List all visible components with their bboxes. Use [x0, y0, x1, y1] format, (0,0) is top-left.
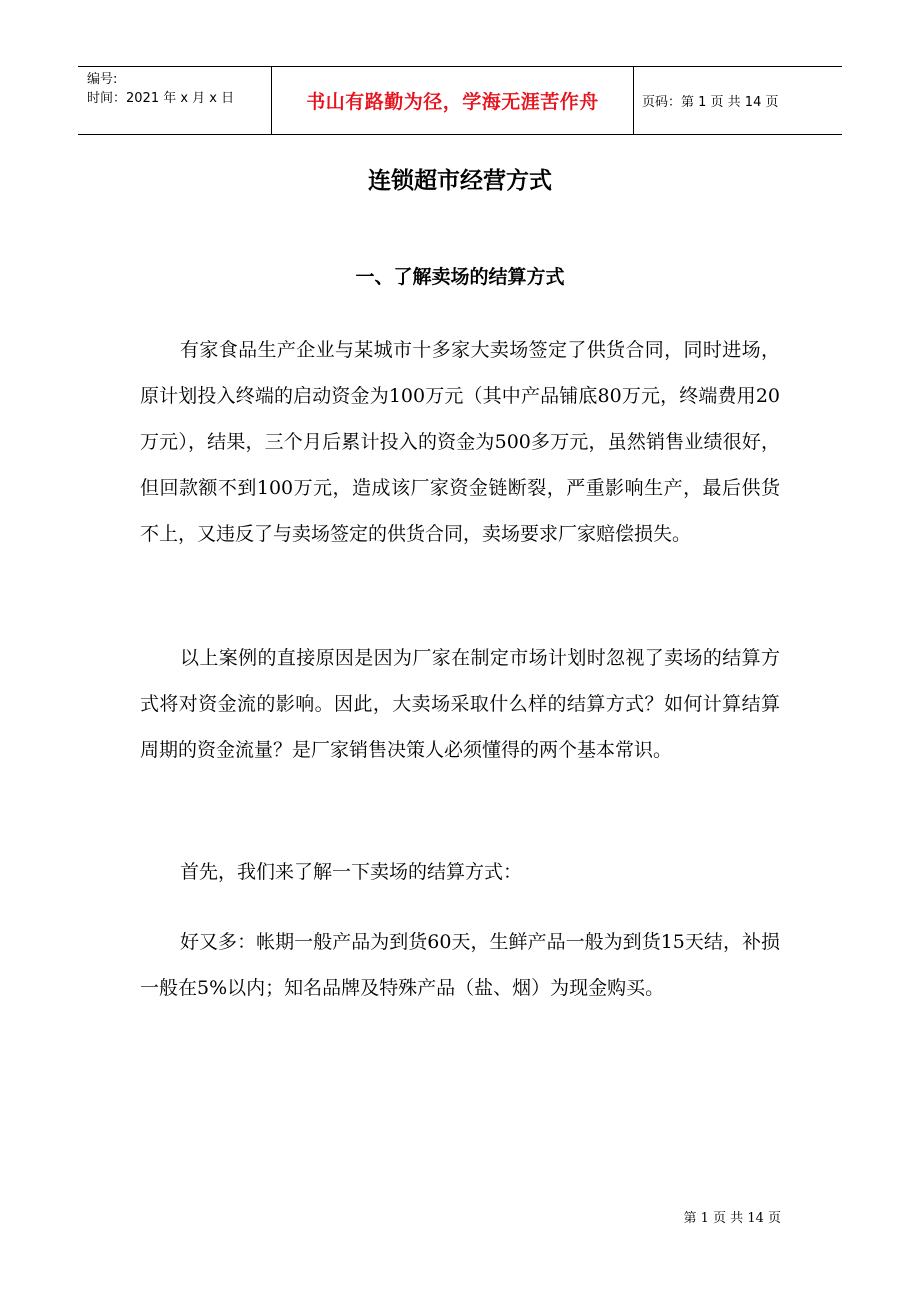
serial-number-label: 编号: [87, 72, 118, 87]
section-heading: 一、了解卖场的结算方式 [355, 266, 565, 288]
paragraph-analysis: 以上案例的直接原因是因为厂家在制定市场计划时忽视了卖场的结算方式将对资金流的影响。因此，大卖场采取什么样的结算方式？如何计算结算周期的资金流量？是厂家销售决策人必须懂得的两个基本常识。 [140, 647, 780, 761]
document-header [78, 66, 842, 135]
footer-page-indicator: 第 1 页 共 14 页 [683, 1211, 781, 1226]
document-title: 连锁超市经营方式 [368, 167, 552, 194]
paragraph-case-study: 有家食品生产企业与某城市十多家大卖场签定了供货合同，同时进场，原计划投入终端的启动资金为100万元（其中产品铺底80万元，终端费用20万元），结果，三个月后累计投入的资金为500多万元，虽然销售业绩很好，但回款额不到100万元，造成该厂家资金链断裂，严重影响生产，最后供货不上，又违反了与卖场签定的供货合同，卖场要求厂家赔偿损失。 [140, 339, 780, 545]
paragraph-intro: 首先，我们来了解一下卖场的结算方式： [180, 861, 523, 883]
header-motto: 书山有路勤为径，学海无涯苦作舟 [272, 67, 634, 134]
header-page-number: 页码：第 1 页 共 14 页 [642, 95, 779, 110]
header-meta-cell [78, 67, 272, 134]
paragraph-haoyouduo: 好又多：帐期一般产品为到货60天，生鲜产品一般为到货15天结，补损一般在5%以内；知名品牌及特殊产品（盐、烟）为现金购买。 [140, 931, 780, 999]
date-label: 时间：2021 年 x 月 x 日 [87, 91, 235, 106]
